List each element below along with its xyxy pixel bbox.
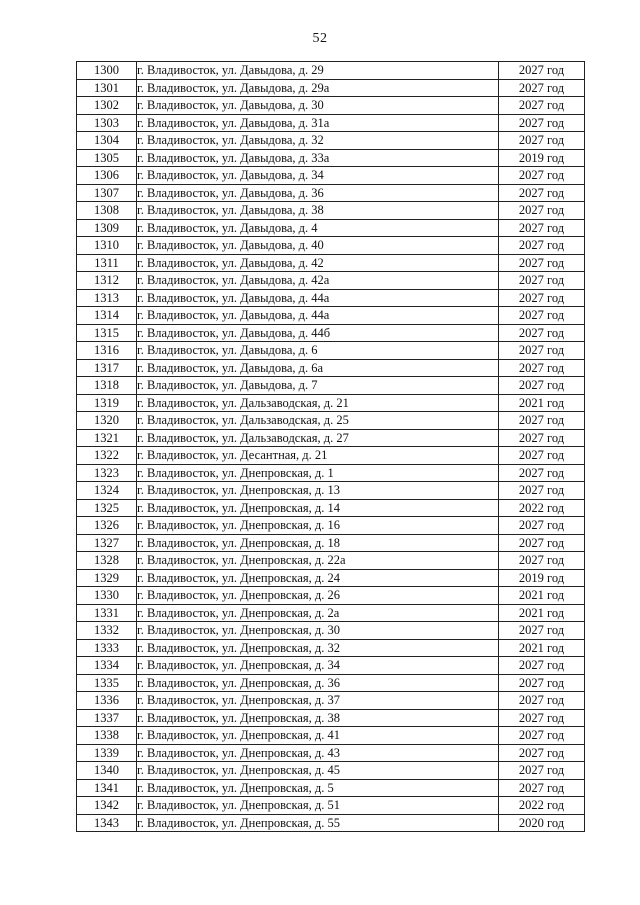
table-row [77,324,585,342]
address-cell: г. Владивосток, ул. Давыдова, д. 30 [137,97,499,115]
row-number-cell: 1307 [77,184,137,202]
year-cell: 2019 год [499,569,585,587]
table-row [77,219,585,237]
table-row [77,132,585,150]
year-cell: 2027 год [499,62,585,80]
row-number-cell: 1308 [77,202,137,220]
row-number-cell: 1310 [77,237,137,255]
address-cell: г. Владивосток, ул. Давыдова, д. 33а [137,149,499,167]
row-number-cell: 1315 [77,324,137,342]
year-cell: 2021 год [499,639,585,657]
table-row [77,674,585,692]
address-cell: г. Владивосток, ул. Днепровская, д. 43 [137,744,499,762]
year-cell: 2027 год [499,657,585,675]
row-number-cell: 1337 [77,709,137,727]
table-row [77,657,585,675]
year-cell: 2027 год [499,219,585,237]
address-cell: г. Владивосток, ул. Днепровская, д. 26 [137,587,499,605]
address-cell: г. Владивосток, ул. Давыдова, д. 4 [137,219,499,237]
row-number-cell: 1313 [77,289,137,307]
address-cell: г. Владивосток, ул. Днепровская, д. 24 [137,569,499,587]
year-cell: 2027 год [499,272,585,290]
address-cell: г. Владивосток, ул. Давыдова, д. 29 [137,62,499,80]
row-number-cell: 1326 [77,517,137,535]
address-cell: г. Владивосток, ул. Днепровская, д. 14 [137,499,499,517]
year-cell: 2027 год [499,534,585,552]
row-number-cell: 1322 [77,447,137,465]
address-cell: г. Владивосток, ул. Днепровская, д. 32 [137,639,499,657]
year-cell: 2027 год [499,447,585,465]
table-row [77,552,585,570]
year-cell: 2027 год [499,359,585,377]
row-number-cell: 1323 [77,464,137,482]
row-number-cell: 1334 [77,657,137,675]
year-cell: 2027 год [499,517,585,535]
year-cell: 2027 год [499,237,585,255]
table-row [77,779,585,797]
table-row [77,97,585,115]
row-number-cell: 1305 [77,149,137,167]
year-cell: 2027 год [499,464,585,482]
row-number-cell: 1327 [77,534,137,552]
table-row [77,272,585,290]
address-cell: г. Владивосток, ул. Давыдова, д. 31а [137,114,499,132]
year-cell: 2027 год [499,97,585,115]
address-table [76,61,585,832]
table-row [77,762,585,780]
table-row [77,727,585,745]
address-cell: г. Владивосток, ул. Днепровская, д. 34 [137,657,499,675]
address-cell: г. Владивосток, ул. Днепровская, д. 45 [137,762,499,780]
table-row [77,377,585,395]
table-row [77,289,585,307]
address-cell: г. Владивосток, ул. Давыдова, д. 44а [137,307,499,325]
address-cell: г. Владивосток, ул. Днепровская, д. 1 [137,464,499,482]
row-number-cell: 1300 [77,62,137,80]
table-row [77,499,585,517]
address-cell: г. Владивосток, ул. Дальзаводская, д. 21 [137,394,499,412]
row-number-cell: 1336 [77,692,137,710]
year-cell: 2027 год [499,324,585,342]
year-cell: 2027 год [499,779,585,797]
year-cell: 2027 год [499,79,585,97]
table-row [77,534,585,552]
address-cell: г. Владивосток, ул. Днепровская, д. 55 [137,814,499,832]
address-cell: г. Владивосток, ул. Давыдова, д. 29а [137,79,499,97]
address-cell: г. Владивосток, ул. Давыдова, д. 6а [137,359,499,377]
address-cell: г. Владивосток, ул. Дальзаводская, д. 25 [137,412,499,430]
table-row [77,797,585,815]
table-row [77,394,585,412]
row-number-cell: 1328 [77,552,137,570]
row-number-cell: 1319 [77,394,137,412]
year-cell: 2020 год [499,814,585,832]
year-cell: 2021 год [499,587,585,605]
year-cell: 2022 год [499,499,585,517]
row-number-cell: 1333 [77,639,137,657]
table-row [77,587,585,605]
address-cell: г. Владивосток, ул. Давыдова, д. 44б [137,324,499,342]
table-row [77,62,585,80]
page-number: 52 [312,31,328,46]
row-number-cell: 1303 [77,114,137,132]
row-number-cell: 1316 [77,342,137,360]
table-row [77,744,585,762]
row-number-cell: 1339 [77,744,137,762]
row-number-cell: 1338 [77,727,137,745]
year-cell: 2027 год [499,674,585,692]
year-cell: 2027 год [499,132,585,150]
row-number-cell: 1325 [77,499,137,517]
address-cell: г. Владивосток, ул. Днепровская, д. 18 [137,534,499,552]
row-number-cell: 1317 [77,359,137,377]
address-cell: г. Владивосток, ул. Днепровская, д. 37 [137,692,499,710]
row-number-cell: 1304 [77,132,137,150]
table-row [77,429,585,447]
table-row [77,814,585,832]
row-number-cell: 1312 [77,272,137,290]
table-row [77,517,585,535]
table-row [77,202,585,220]
year-cell: 2027 год [499,412,585,430]
address-cell: г. Владивосток, ул. Давыдова, д. 38 [137,202,499,220]
table-row [77,254,585,272]
year-cell: 2027 год [499,744,585,762]
address-cell: г. Владивосток, ул. Днепровская, д. 30 [137,622,499,640]
year-cell: 2027 год [499,482,585,500]
table-row [77,114,585,132]
table-row [77,447,585,465]
address-cell: г. Владивосток, ул. Давыдова, д. 6 [137,342,499,360]
row-number-cell: 1321 [77,429,137,447]
address-cell: г. Владивосток, ул. Давыдова, д. 42а [137,272,499,290]
row-number-cell: 1331 [77,604,137,622]
year-cell: 2027 год [499,552,585,570]
address-cell: г. Владивосток, ул. Днепровская, д. 22а [137,552,499,570]
address-cell: г. Владивосток, ул. Днепровская, д. 41 [137,727,499,745]
year-cell: 2019 год [499,149,585,167]
row-number-cell: 1309 [77,219,137,237]
row-number-cell: 1314 [77,307,137,325]
row-number-cell: 1301 [77,79,137,97]
row-number-cell: 1335 [77,674,137,692]
address-cell: г. Владивосток, ул. Давыдова, д. 42 [137,254,499,272]
year-cell: 2027 год [499,342,585,360]
row-number-cell: 1320 [77,412,137,430]
year-cell: 2022 год [499,797,585,815]
year-cell: 2027 год [499,727,585,745]
row-number-cell: 1342 [77,797,137,815]
row-number-cell: 1330 [77,587,137,605]
address-cell: г. Владивосток, ул. Днепровская, д. 13 [137,482,499,500]
table-row [77,412,585,430]
row-number-cell: 1343 [77,814,137,832]
row-number-cell: 1306 [77,167,137,185]
year-cell: 2027 год [499,709,585,727]
year-cell: 2027 год [499,692,585,710]
address-cell: г. Владивосток, ул. Давыдова, д. 7 [137,377,499,395]
row-number-cell: 1332 [77,622,137,640]
year-cell: 2027 год [499,184,585,202]
table-row [77,464,585,482]
year-cell: 2027 год [499,622,585,640]
address-cell: г. Владивосток, ул. Дальзаводская, д. 27 [137,429,499,447]
table-row [77,237,585,255]
year-cell: 2027 год [499,167,585,185]
table-row [77,342,585,360]
address-cell: г. Владивосток, ул. Днепровская, д. 38 [137,709,499,727]
year-cell: 2021 год [499,394,585,412]
table-row [77,79,585,97]
table-row [77,569,585,587]
table-row [77,604,585,622]
table-row [77,622,585,640]
year-cell: 2027 год [499,114,585,132]
address-cell: г. Владивосток, ул. Днепровская, д. 5 [137,779,499,797]
address-cell: г. Владивосток, ул. Десантная, д. 21 [137,447,499,465]
row-number-cell: 1318 [77,377,137,395]
row-number-cell: 1302 [77,97,137,115]
table-row [77,482,585,500]
year-cell: 2027 год [499,202,585,220]
row-number-cell: 1324 [77,482,137,500]
row-number-cell: 1329 [77,569,137,587]
address-cell: г. Владивосток, ул. Днепровская, д. 16 [137,517,499,535]
table-row [77,307,585,325]
table-row [77,359,585,377]
year-cell: 2027 год [499,289,585,307]
address-cell: г. Владивосток, ул. Давыдова, д. 44а [137,289,499,307]
year-cell: 2027 год [499,254,585,272]
row-number-cell: 1341 [77,779,137,797]
row-number-cell: 1311 [77,254,137,272]
table-row [77,709,585,727]
table-row [77,167,585,185]
table-row [77,692,585,710]
year-cell: 2027 год [499,762,585,780]
table-row [77,184,585,202]
row-number-cell: 1340 [77,762,137,780]
address-cell: г. Владивосток, ул. Днепровская, д. 36 [137,674,499,692]
year-cell: 2021 год [499,604,585,622]
table-body [77,62,585,832]
address-cell: г. Владивосток, ул. Давыдова, д. 40 [137,237,499,255]
address-cell: г. Владивосток, ул. Давыдова, д. 32 [137,132,499,150]
table-row [77,639,585,657]
year-cell: 2027 год [499,429,585,447]
year-cell: 2027 год [499,307,585,325]
address-cell: г. Владивосток, ул. Давыдова, д. 34 [137,167,499,185]
year-cell: 2027 год [499,377,585,395]
address-cell: г. Владивосток, ул. Днепровская, д. 2а [137,604,499,622]
address-cell: г. Владивосток, ул. Днепровская, д. 51 [137,797,499,815]
table-row [77,149,585,167]
address-cell: г. Владивосток, ул. Давыдова, д. 36 [137,184,499,202]
